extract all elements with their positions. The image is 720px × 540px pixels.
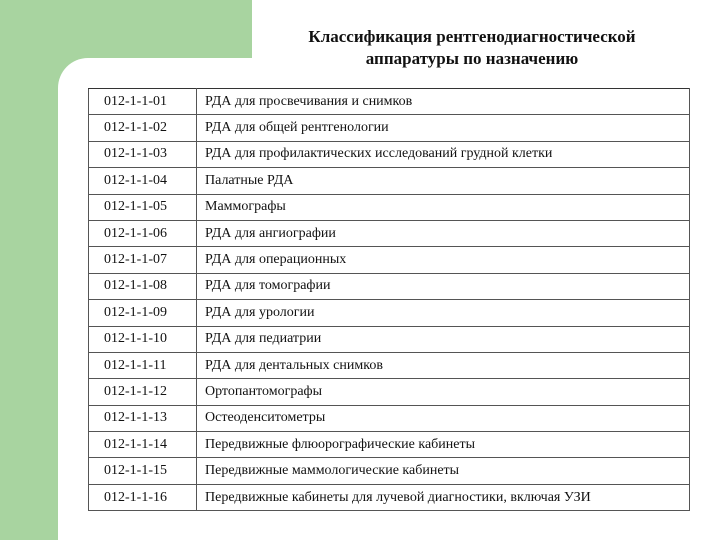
row-description: РДА для профилактических исследований грудной клетки [197, 141, 690, 167]
row-code: 012-1-1-13 [89, 405, 197, 431]
table-row [89, 484, 690, 510]
row-description: РДА для просвечивания и снимков [197, 89, 690, 115]
table-row [89, 379, 690, 405]
row-description: Маммографы [197, 194, 690, 220]
page-title [252, 26, 692, 70]
table-row [89, 115, 690, 141]
table-row [89, 352, 690, 378]
row-description: Передвижные флюорографические кабинеты [197, 432, 690, 458]
row-description: Палатные РДА [197, 168, 690, 194]
row-description: Передвижные маммологические кабинеты [197, 458, 690, 484]
row-description: РДА для операционных [197, 247, 690, 273]
title-line-1: Классификация рентгенодиагностической [308, 27, 636, 46]
row-description: Ортопантомографы [197, 379, 690, 405]
row-description: РДА для томографии [197, 273, 690, 299]
row-code: 012-1-1-16 [89, 484, 197, 510]
title-line-2: аппаратуры по назначению [365, 49, 579, 68]
row-description: Передвижные кабинеты для лучевой диагностики, включая УЗИ [197, 484, 690, 510]
row-description: РДА для педиатрии [197, 326, 690, 352]
row-code: 012-1-1-09 [89, 300, 197, 326]
table-row [89, 300, 690, 326]
row-code: 012-1-1-07 [89, 247, 197, 273]
table-row [89, 405, 690, 431]
row-code: 012-1-1-04 [89, 168, 197, 194]
row-code: 012-1-1-14 [89, 432, 197, 458]
table-row [89, 220, 690, 246]
row-description: РДА для общей рентгенологии [197, 115, 690, 141]
row-code: 012-1-1-03 [89, 141, 197, 167]
row-code: 012-1-1-12 [89, 379, 197, 405]
table-row [89, 273, 690, 299]
table-row [89, 432, 690, 458]
row-code: 012-1-1-05 [89, 194, 197, 220]
table-row [89, 326, 690, 352]
classification-table [88, 88, 690, 511]
row-code: 012-1-1-11 [89, 352, 197, 378]
row-description: РДА для ангиографии [197, 220, 690, 246]
row-code: 012-1-1-02 [89, 115, 197, 141]
row-code: 012-1-1-10 [89, 326, 197, 352]
table-row [89, 247, 690, 273]
row-description: РДА для дентальных снимков [197, 352, 690, 378]
row-description: РДА для урологии [197, 300, 690, 326]
table-row [89, 168, 690, 194]
table-row [89, 141, 690, 167]
row-code: 012-1-1-01 [89, 89, 197, 115]
row-code: 012-1-1-08 [89, 273, 197, 299]
row-code: 012-1-1-06 [89, 220, 197, 246]
table-row [89, 194, 690, 220]
table-row [89, 458, 690, 484]
row-code: 012-1-1-15 [89, 458, 197, 484]
row-description: Остеоденситометры [197, 405, 690, 431]
table-row [89, 89, 690, 115]
